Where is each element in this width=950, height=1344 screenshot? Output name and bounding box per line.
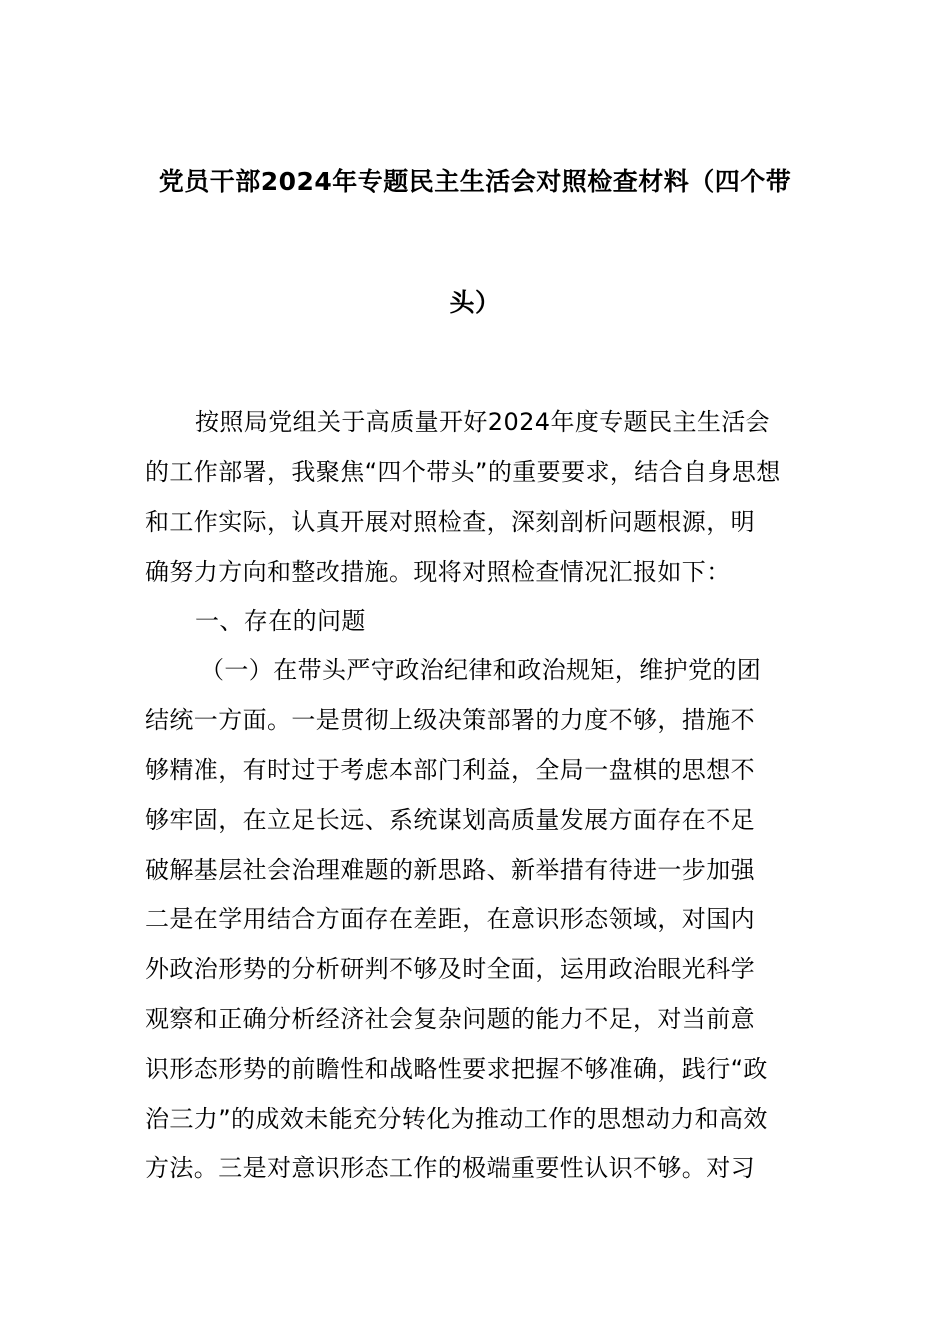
intro-line-3: 和工作实际，认真开展对照检查，深刻剖析问题根源，明 [145, 508, 755, 536]
item1-line-8: 观察和正确分析经济社会复杂问题的能力不足，对当前意 [145, 1005, 755, 1033]
item1-line-2: 结统一方面。一是贯彻上级决策部署的力度不够，措施不 [145, 706, 755, 734]
item1-line-9: 识形态形势的前瞻性和战略性要求把握不够准确，践行“政 [145, 1055, 768, 1083]
intro-line-1: 按照局党组关于高质量开好2024年度专题民主生活会 [195, 408, 771, 436]
item1-line-5: 破解基层社会治理难题的新思路、新举措有待进一步加强 [145, 856, 755, 884]
document-title-line-2: 头） [449, 288, 501, 317]
item1-line-10: 治三力”的成效未能充分转化为推动工作的思想动力和高效 [145, 1105, 768, 1133]
intro-line-4: 确努力方向和整改措施。现将对照检查情况汇报如下： [145, 558, 731, 586]
item1-line-6: 二是在学用结合方面存在差距，在意识形态领域，对国内 [145, 905, 755, 933]
item1-line-7: 外政治形势的分析研判不够及时全面，运用政治眼光科学 [145, 955, 755, 983]
item1-line-11: 方法。三是对意识形态工作的极端重要性认识不够。对习 [145, 1154, 755, 1182]
item1-line-4: 够牢固，在立足长远、系统谋划高质量发展方面存在不足 [145, 806, 755, 834]
intro-line-2: 的工作部署，我聚焦“四个带头”的重要要求，结合自身思想 [145, 458, 781, 486]
item1-line-1: （一）在带头严守政治纪律和政治规矩，维护党的团 [200, 656, 762, 684]
document-title-line-1: 党员干部2024年专题民主生活会对照检查材料（四个带 [158, 167, 792, 196]
section-heading: 一、存在的问题 [195, 607, 366, 635]
item1-line-3: 够精准，有时过于考虑本部门利益，全局一盘棋的思想不 [145, 756, 755, 784]
